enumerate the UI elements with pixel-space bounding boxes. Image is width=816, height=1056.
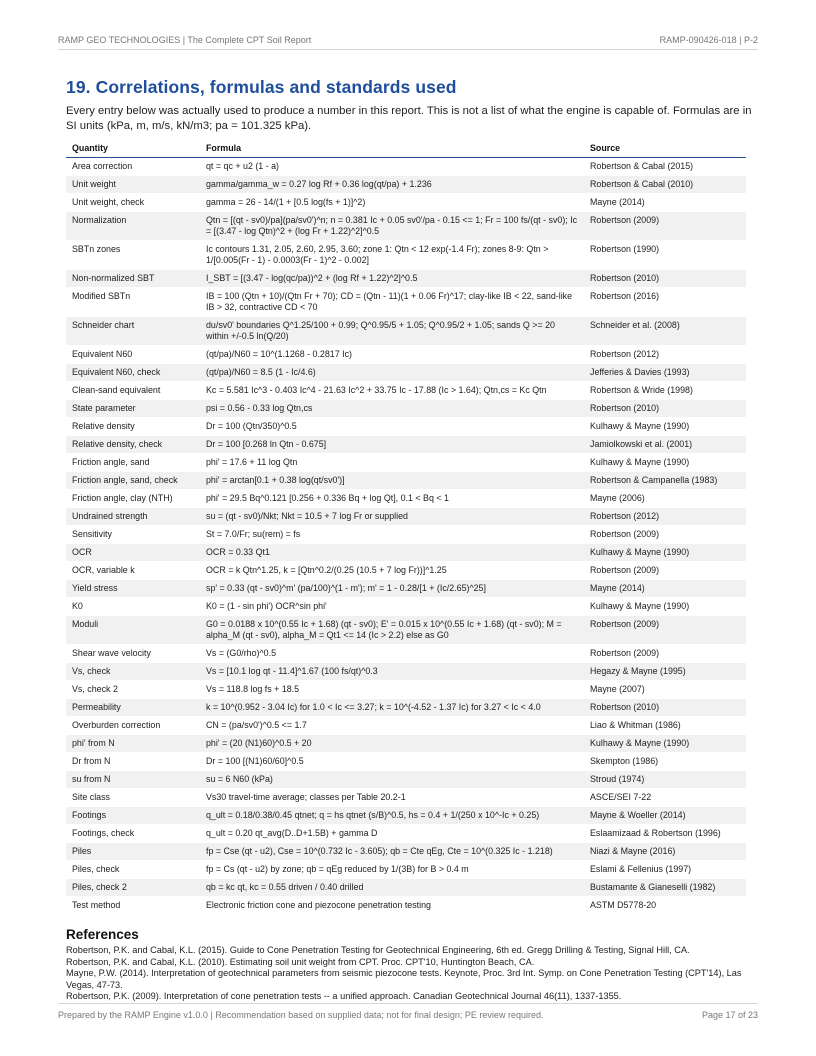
source-cell: Bustamante & Gianeselli (1982) bbox=[584, 879, 746, 897]
table-row bbox=[66, 616, 746, 645]
table-row bbox=[66, 346, 746, 364]
formula-cell: phi' = arctan[0.1 + 0.38 log(qt/sv0')] bbox=[200, 472, 584, 490]
source-cell: ASCE/SEI 7-22 bbox=[584, 789, 746, 807]
source-cell: Robertson (2016) bbox=[584, 288, 746, 317]
quantity-cell: State parameter bbox=[66, 400, 200, 418]
table-row bbox=[66, 490, 746, 508]
references-title: References bbox=[66, 927, 139, 942]
table-row bbox=[66, 789, 746, 807]
formula-cell: Qtn = [(qt - sv0)/pa](pa/sv0')^n; n = 0.381 Ic + 0.05 sv0'/pa - 0.15 <= 1; Fr = 100 fs/(qt - sv0); Ic = [(3.47 - log Qtn)^2 + (log Fr + 1.22)^2]^0.5 bbox=[200, 212, 584, 241]
source-cell: Eslaamizaad & Robertson (1996) bbox=[584, 825, 746, 843]
table-row bbox=[66, 194, 746, 212]
source-cell: ASTM D5778-20 bbox=[584, 897, 746, 915]
table-row bbox=[66, 580, 746, 598]
quantity-cell: Footings, check bbox=[66, 825, 200, 843]
quantity-cell: su from N bbox=[66, 771, 200, 789]
quantity-cell: Permeability bbox=[66, 699, 200, 717]
table-row bbox=[66, 317, 746, 346]
quantity-cell: Site class bbox=[66, 789, 200, 807]
quantity-cell: Modified SBTn bbox=[66, 288, 200, 317]
table-row bbox=[66, 418, 746, 436]
quantity-cell: K0 bbox=[66, 598, 200, 616]
quantity-cell: Clean-sand equivalent bbox=[66, 382, 200, 400]
source-cell: Robertson (2009) bbox=[584, 526, 746, 544]
formula-cell: qt = qc + u2 (1 - a) bbox=[200, 158, 584, 176]
footer-page-number: Page 17 of 23 bbox=[701, 1010, 758, 1020]
source-cell: Kulhawy & Mayne (1990) bbox=[584, 454, 746, 472]
formula-cell: (qt/pa)/N60 = 8.5 (1 - Ic/4.6) bbox=[200, 364, 584, 382]
source-cell: Robertson (2010) bbox=[584, 270, 746, 288]
source-cell: Robertson (2009) bbox=[584, 212, 746, 241]
table-row bbox=[66, 288, 746, 317]
quantity-cell: SBTn zones bbox=[66, 241, 200, 270]
formula-cell: K0 = (1 - sin phi') OCR^sin phi' bbox=[200, 598, 584, 616]
quantity-cell: Overburden correction bbox=[66, 717, 200, 735]
quantity-cell: Dr from N bbox=[66, 753, 200, 771]
quantity-cell: Equivalent N60, check bbox=[66, 364, 200, 382]
table-row bbox=[66, 526, 746, 544]
header-report-id: RAMP-090426-018 | P-2 bbox=[659, 35, 758, 45]
formula-cell: Vs = 118.8 log fs + 18.5 bbox=[200, 681, 584, 699]
formula-cell: du/sv0' boundaries Q^1.25/100 + 0.99; Q^0.95/5 + 1.05; Q^0.95/2 + 1.05; sands Q >= 20 within +/-0.5 ln(Q/20) bbox=[200, 317, 584, 346]
formula-cell: sp' = 0.33 (qt - sv0)^m' (pa/100)^(1 - m'); m' = 1 - 0.28/[1 + (Ic/2.65)^25] bbox=[200, 580, 584, 598]
column-header-quantity: Quantity bbox=[66, 140, 200, 158]
table-row bbox=[66, 681, 746, 699]
source-cell: Kulhawy & Mayne (1990) bbox=[584, 598, 746, 616]
source-cell: Robertson (2010) bbox=[584, 699, 746, 717]
source-cell: Robertson & Wride (1998) bbox=[584, 382, 746, 400]
table-row bbox=[66, 807, 746, 825]
table-row bbox=[66, 176, 746, 194]
formula-cell: St = 7.0/Fr; su(rem) = fs bbox=[200, 526, 584, 544]
table-row bbox=[66, 879, 746, 897]
quantity-cell: Yield stress bbox=[66, 580, 200, 598]
formula-cell: Vs = (G0/rho)^0.5 bbox=[200, 645, 584, 663]
source-cell: Robertson (2012) bbox=[584, 508, 746, 526]
formula-cell: Dr = 100 (Qtn/350)^0.5 bbox=[200, 418, 584, 436]
quantity-cell: Piles, check bbox=[66, 861, 200, 879]
quantity-cell: Relative density bbox=[66, 418, 200, 436]
quantity-cell: Sensitivity bbox=[66, 526, 200, 544]
table-row bbox=[66, 158, 746, 176]
formula-cell: OCR = 0.33 Qt1 bbox=[200, 544, 584, 562]
table-row bbox=[66, 663, 746, 681]
formula-cell: Vs30 travel-time average; classes per Table 20.2-1 bbox=[200, 789, 584, 807]
page-header bbox=[58, 34, 758, 50]
formula-cell: (qt/pa)/N60 = 10^(1.1268 - 0.2817 Ic) bbox=[200, 346, 584, 364]
table-row bbox=[66, 241, 746, 270]
source-cell: Robertson (2012) bbox=[584, 346, 746, 364]
source-cell: Niazi & Mayne (2016) bbox=[584, 843, 746, 861]
quantity-cell: Test method bbox=[66, 897, 200, 915]
formula-cell: q_ult = 0.20 qt_avg(D..D+1.5B) + gamma D bbox=[200, 825, 584, 843]
formula-cell: k = 10^(0.952 - 3.04 Ic) for 1.0 < Ic <= 3.27; k = 10^(-4.52 - 1.37 Ic) for 3.27 < Ic < 4.0 bbox=[200, 699, 584, 717]
table-row bbox=[66, 382, 746, 400]
source-cell: Stroud (1974) bbox=[584, 771, 746, 789]
table-row bbox=[66, 861, 746, 879]
source-cell: Robertson (2010) bbox=[584, 400, 746, 418]
quantity-cell: Undrained strength bbox=[66, 508, 200, 526]
quantity-cell: Unit weight, check bbox=[66, 194, 200, 212]
source-cell: Kulhawy & Mayne (1990) bbox=[584, 735, 746, 753]
quantity-cell: OCR bbox=[66, 544, 200, 562]
table-row bbox=[66, 699, 746, 717]
table-row bbox=[66, 717, 746, 735]
formula-cell: Dr = 100 [0.268 ln Qtn - 0.675] bbox=[200, 436, 584, 454]
reference-item: Mayne, P.W. (2014). Interpretation of geotechnical parameters from seismic piezocone tests. Keynote, Proc. 3rd Int. Symp. on Cone Penetration Testing (CPT'14), Las Vegas, 47-73. bbox=[66, 968, 742, 990]
formula-cell: psi = 0.56 - 0.33 log Qtn,cs bbox=[200, 400, 584, 418]
formula-cell: su = 6 N60 (kPa) bbox=[200, 771, 584, 789]
source-cell: Mayne (2014) bbox=[584, 194, 746, 212]
quantity-cell: Relative density, check bbox=[66, 436, 200, 454]
formula-cell: phi' = 29.5 Bq^0.121 [0.256 + 0.336 Bq + log Qt], 0.1 < Bq < 1 bbox=[200, 490, 584, 508]
formula-cell: Vs = [10.1 log qt - 11.4]^1.67 (100 fs/qt)^0.3 bbox=[200, 663, 584, 681]
source-cell: Jamiolkowski et al. (2001) bbox=[584, 436, 746, 454]
page-content bbox=[66, 76, 752, 1003]
page-footer bbox=[58, 1003, 758, 1023]
formula-cell: CN = (pa/sv0')^0.5 <= 1.7 bbox=[200, 717, 584, 735]
source-cell: Schneider et al. (2008) bbox=[584, 317, 746, 346]
quantity-cell: Friction angle, sand, check bbox=[66, 472, 200, 490]
quantity-cell: Area correction bbox=[66, 158, 200, 176]
table-row bbox=[66, 436, 746, 454]
formula-cell: su = (qt - sv0)/Nkt; Nkt = 10.5 + 7 log Fr or supplied bbox=[200, 508, 584, 526]
quantity-cell: Moduli bbox=[66, 616, 200, 645]
table-header-row bbox=[66, 140, 746, 158]
table-row bbox=[66, 897, 746, 915]
quantity-cell: Footings bbox=[66, 807, 200, 825]
source-cell: Hegazy & Mayne (1995) bbox=[584, 663, 746, 681]
table-row bbox=[66, 454, 746, 472]
correlations-table bbox=[66, 140, 746, 915]
formula-cell: Dr = 100 [(N1)60/60]^0.5 bbox=[200, 753, 584, 771]
formula-cell: G0 = 0.0188 x 10^(0.55 Ic + 1.68) (qt - sv0); E' = 0.015 x 10^(0.55 Ic + 1.68) (qt - sv0); M = alpha_M (qt - sv0), alpha_M = Qt1 <= 14 (Ic > 2.2) else as G0 bbox=[200, 616, 584, 645]
source-cell: Mayne (2014) bbox=[584, 580, 746, 598]
reference-item: Robertson, P.K. (2009). Interpretation of cone penetration tests -- a unified approach. Canadian Geotechnical Journal 46(11), 1337-1355. bbox=[66, 991, 622, 1001]
source-cell: Robertson & Cabal (2010) bbox=[584, 176, 746, 194]
table-row bbox=[66, 771, 746, 789]
formula-cell: OCR = k Qtn^1.25, k = [Qtn^0.2/(0.25 (10.5 + 7 log Fr))]^1.25 bbox=[200, 562, 584, 580]
table-row bbox=[66, 735, 746, 753]
table-row bbox=[66, 364, 746, 382]
source-cell: Jefferies & Davies (1993) bbox=[584, 364, 746, 382]
quantity-cell: Piles bbox=[66, 843, 200, 861]
table-row bbox=[66, 544, 746, 562]
formula-cell: fp = Cse (qt - u2), Cse = 10^(0.732 Ic - 3.605); qb = Cte qEg, Cte = 10^(0.325 Ic - 1.218) bbox=[200, 843, 584, 861]
section-title: 19. Correlations, formulas and standards used bbox=[66, 77, 457, 97]
formula-cell: I_SBT = [(3.47 - log(qc/pa))^2 + (log Rf + 1.22)^2]^0.5 bbox=[200, 270, 584, 288]
quantity-cell: phi' from N bbox=[66, 735, 200, 753]
source-cell: Robertson (2009) bbox=[584, 616, 746, 645]
formula-cell: Kc = 5.581 Ic^3 - 0.403 Ic^4 - 21.63 Ic^2 + 33.75 Ic - 17.88 (Ic > 1.64); Qtn,cs = Kc Qtn bbox=[200, 382, 584, 400]
formula-cell: Ic contours 1.31, 2.05, 2.60, 2.95, 3.60; zone 1: Qtn < 12 exp(-1.4 Fr); zones 8-9: Qtn > 1/[0.005(Fr - 1) - 0.0003(Fr - 1)^2 - 0.002] bbox=[200, 241, 584, 270]
table-row bbox=[66, 645, 746, 663]
quantity-cell: Normalization bbox=[66, 212, 200, 241]
quantity-cell: Equivalent N60 bbox=[66, 346, 200, 364]
table-row bbox=[66, 598, 746, 616]
source-cell: Mayne (2006) bbox=[584, 490, 746, 508]
column-header-formula: Formula bbox=[200, 140, 584, 158]
source-cell: Skempton (1986) bbox=[584, 753, 746, 771]
table-row bbox=[66, 508, 746, 526]
source-cell: Robertson (2009) bbox=[584, 562, 746, 580]
formula-cell: gamma/gamma_w = 0.27 log Rf + 0.36 log(qt/pa) + 1.236 bbox=[200, 176, 584, 194]
quantity-cell: Friction angle, sand bbox=[66, 454, 200, 472]
source-cell: Robertson (2009) bbox=[584, 645, 746, 663]
formula-cell: IB = 100 (Qtn + 10)/(Qtn Fr + 70); CD = (Qtn - 11)(1 + 0.06 Fr)^17; clay-like IB < 22, sand-like IB > 32, contractive CD < 70 bbox=[200, 288, 584, 317]
formula-cell: Electronic friction cone and piezocone penetration testing bbox=[200, 897, 584, 915]
quantity-cell: Piles, check 2 bbox=[66, 879, 200, 897]
quantity-cell: Friction angle, clay (NTH) bbox=[66, 490, 200, 508]
footer-disclaimer: Prepared by the RAMP Engine v1.0.0 | Recommendation based on supplied data; not for final design; PE review required. bbox=[58, 1010, 544, 1020]
reference-item: Robertson, P.K. and Cabal, K.L. (2015). Guide to Cone Penetration Testing for Geotechnical Engineering, 6th ed. Gregg Drilling & Testing, Signal Hill, CA. bbox=[66, 945, 690, 955]
table-body bbox=[66, 158, 746, 915]
source-cell: Robertson & Cabal (2015) bbox=[584, 158, 746, 176]
quantity-cell: Vs, check 2 bbox=[66, 681, 200, 699]
formula-cell: qb = kc qt, kc = 0.55 driven / 0.40 drilled bbox=[200, 879, 584, 897]
quantity-cell: Non-normalized SBT bbox=[66, 270, 200, 288]
quantity-cell: OCR, variable k bbox=[66, 562, 200, 580]
source-cell: Kulhawy & Mayne (1990) bbox=[584, 544, 746, 562]
quantity-cell: Schneider chart bbox=[66, 317, 200, 346]
source-cell: Robertson & Campanella (1983) bbox=[584, 472, 746, 490]
formula-cell: q_ult = 0.18/0.38/0.45 qtnet; q = hs qtnet (s/B)^0.5, hs = 0.4 + 1/(250 x 10^-Ic + 0.25) bbox=[200, 807, 584, 825]
formula-cell: phi' = 17.6 + 11 log Qtn bbox=[200, 454, 584, 472]
formula-cell: gamma = 26 - 14/(1 + [0.5 log(fs + 1)]^2) bbox=[200, 194, 584, 212]
quantity-cell: Shear wave velocity bbox=[66, 645, 200, 663]
table-row bbox=[66, 400, 746, 418]
table-row bbox=[66, 212, 746, 241]
source-cell: Mayne & Woeller (2014) bbox=[584, 807, 746, 825]
table-row bbox=[66, 843, 746, 861]
source-cell: Kulhawy & Mayne (1990) bbox=[584, 418, 746, 436]
source-cell: Mayne (2007) bbox=[584, 681, 746, 699]
reference-item: Robertson, P.K. and Cabal, K.L. (2010). Estimating soil unit weight from CPT. Proc. CPT'10, Huntington Beach, CA. bbox=[66, 956, 535, 967]
references-list bbox=[66, 945, 752, 1003]
table-row bbox=[66, 472, 746, 490]
source-cell: Eslami & Fellenius (1997) bbox=[584, 861, 746, 879]
table-row bbox=[66, 562, 746, 580]
table-row bbox=[66, 270, 746, 288]
formula-cell: phi' = (20 (N1)60)^0.5 + 20 bbox=[200, 735, 584, 753]
quantity-cell: Unit weight bbox=[66, 176, 200, 194]
section-intro: Every entry below was actually used to produce a number in this report. This is not a list of what the engine is capable of. Formulas are in SI units (kPa, m, m/s, kN/m3; pa = 101.325 kPa). bbox=[66, 105, 752, 132]
source-cell: Liao & Whitman (1986) bbox=[584, 717, 746, 735]
column-header-source: Source bbox=[584, 140, 746, 158]
source-cell: Robertson (1990) bbox=[584, 241, 746, 270]
header-company-title: RAMP GEO TECHNOLOGIES | The Complete CPT Soil Report bbox=[58, 35, 312, 45]
table-row bbox=[66, 825, 746, 843]
formula-cell: fp = Cs (qt - u2) by zone; qb = qEg reduced by 1/(3B) for B > 0.4 m bbox=[200, 861, 584, 879]
quantity-cell: Vs, check bbox=[66, 663, 200, 681]
table-row bbox=[66, 753, 746, 771]
